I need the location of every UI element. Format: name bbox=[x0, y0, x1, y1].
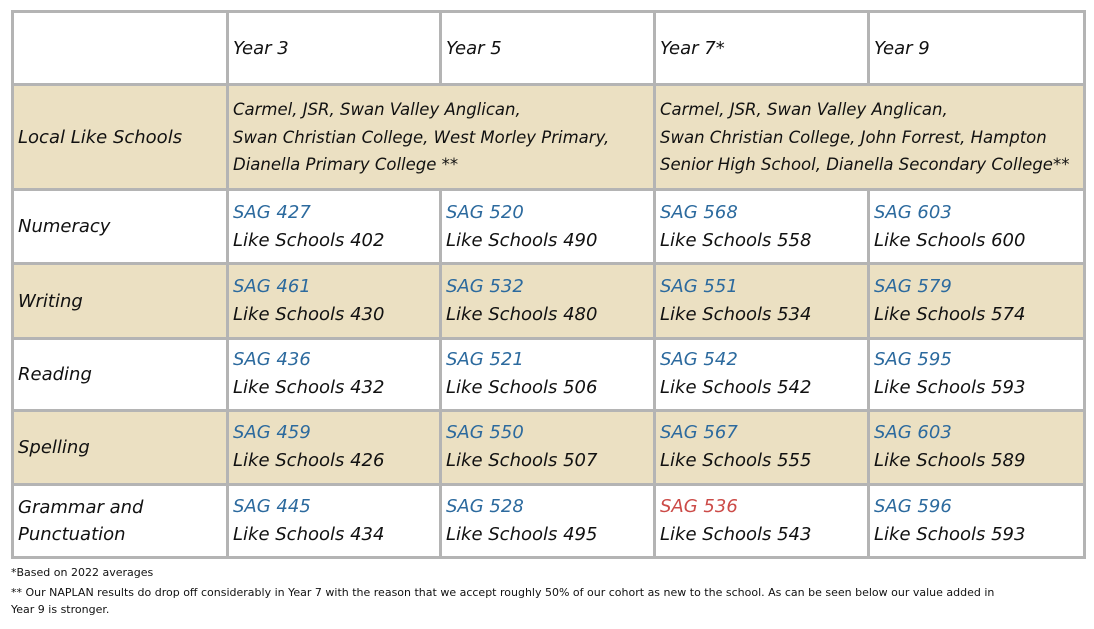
writing-row bbox=[13, 264, 1085, 338]
sag-score: SAG 445 bbox=[233, 496, 311, 518]
score-cell bbox=[655, 484, 869, 557]
row-label-grammar-punctuation bbox=[13, 484, 228, 557]
sag-score: SAG 551 bbox=[660, 276, 738, 298]
score-cell bbox=[441, 264, 655, 338]
sag-score: SAG 520 bbox=[446, 201, 524, 223]
sag-score: SAG 603 bbox=[874, 422, 952, 444]
score-cell bbox=[869, 338, 1085, 410]
score-cell bbox=[655, 338, 869, 410]
like-schools-score: Like Schools 555 bbox=[660, 450, 812, 472]
sag-score: SAG 567 bbox=[660, 422, 738, 444]
sag-score: SAG 436 bbox=[233, 349, 311, 371]
score-cell bbox=[869, 190, 1085, 264]
sag-score: SAG 550 bbox=[446, 422, 524, 444]
row-label-reading: Reading bbox=[13, 338, 228, 410]
like-schools-score: Like Schools 506 bbox=[446, 377, 598, 399]
score-cell bbox=[869, 484, 1085, 557]
primary-schools-line: Dianella Primary College ** bbox=[233, 154, 459, 174]
score-cell bbox=[655, 410, 869, 484]
like-schools-score: Like Schools 600 bbox=[874, 229, 1026, 251]
sag-score: SAG 521 bbox=[446, 349, 524, 371]
like-schools-score: Like Schools 480 bbox=[446, 304, 598, 325]
score-cell bbox=[228, 484, 441, 557]
like-schools-score: Like Schools 490 bbox=[446, 229, 598, 251]
header-year-9: Year 9 bbox=[869, 12, 1085, 85]
row-label-spelling: Spelling bbox=[13, 410, 228, 484]
secondary-schools-line: Carmel, JSR, Swan Valley Anglican, bbox=[660, 100, 948, 120]
header-year-3: Year 3 bbox=[228, 12, 441, 85]
row-label-writing: Writing bbox=[13, 264, 228, 338]
like-schools-score: Like Schools 574 bbox=[874, 304, 1026, 325]
spelling-row bbox=[13, 410, 1085, 484]
sag-score: SAG 596 bbox=[874, 496, 952, 518]
sag-score: SAG 579 bbox=[874, 276, 952, 298]
naplan-results-table bbox=[11, 10, 1086, 559]
sag-score-below: SAG 536 bbox=[660, 496, 738, 518]
like-schools-score: Like Schools 430 bbox=[233, 304, 385, 325]
row-label-numeracy: Numeracy bbox=[13, 190, 228, 264]
like-schools-score: Like Schools 589 bbox=[874, 450, 1026, 472]
sag-score: SAG 459 bbox=[233, 422, 311, 444]
like-schools-score: Like Schools 558 bbox=[660, 229, 812, 251]
sag-score: SAG 603 bbox=[874, 201, 952, 223]
like-schools-score: Like Schools 593 bbox=[874, 377, 1026, 399]
header-year-5: Year 5 bbox=[441, 12, 655, 85]
sag-score: SAG 542 bbox=[660, 349, 738, 371]
score-cell bbox=[869, 264, 1085, 338]
sag-score: SAG 427 bbox=[233, 201, 311, 223]
row-label-line: Grammar and bbox=[18, 496, 144, 518]
score-cell bbox=[655, 264, 869, 338]
primary-schools-line: Swan Christian College, West Morley Primary, bbox=[233, 127, 610, 147]
like-schools-score: Like Schools 495 bbox=[446, 523, 598, 545]
score-cell bbox=[441, 338, 655, 410]
numeracy-row bbox=[13, 190, 1085, 264]
score-cell bbox=[869, 410, 1085, 484]
secondary-schools-line: Senior High School, Dianella Secondary College** bbox=[660, 154, 1070, 174]
score-cell bbox=[228, 410, 441, 484]
like-schools-score: Like Schools 426 bbox=[233, 450, 385, 472]
reading-row bbox=[13, 338, 1085, 410]
primary-like-schools-cell bbox=[228, 85, 655, 190]
sag-score: SAG 461 bbox=[233, 276, 311, 298]
score-cell bbox=[441, 190, 655, 264]
sag-score: SAG 528 bbox=[446, 496, 524, 518]
sag-score: SAG 595 bbox=[874, 349, 952, 371]
grammar-punctuation-row bbox=[13, 484, 1085, 557]
like-schools-score: Like Schools 543 bbox=[660, 523, 812, 545]
like-schools-score: Like Schools 593 bbox=[874, 523, 1026, 545]
header-corner-cell bbox=[13, 12, 228, 85]
secondary-like-schools-cell bbox=[655, 85, 1085, 190]
like-schools-score: Like Schools 402 bbox=[233, 229, 385, 251]
like-schools-score: Like Schools 432 bbox=[233, 377, 385, 399]
like-schools-score: Like Schools 534 bbox=[660, 304, 812, 325]
row-label-line: Punctuation bbox=[18, 523, 126, 545]
score-cell bbox=[441, 484, 655, 557]
score-cell bbox=[441, 410, 655, 484]
score-cell bbox=[655, 190, 869, 264]
like-schools-score: Like Schools 434 bbox=[233, 523, 385, 545]
primary-schools-line: Carmel, JSR, Swan Valley Anglican, bbox=[233, 100, 521, 120]
local-like-schools-row bbox=[13, 85, 1085, 190]
footnote-year7-note: ** Our NAPLAN results do drop off considerably in Year 7 with the reason that we accept roughly 50% of our cohort as new to the school. As can be seen below our value added in Year 9 is stronger. bbox=[11, 586, 995, 617]
header-year-7: Year 7* bbox=[655, 12, 869, 85]
sag-score: SAG 568 bbox=[660, 201, 738, 223]
header-row bbox=[13, 12, 1085, 85]
score-cell bbox=[228, 190, 441, 264]
like-schools-score: Like Schools 507 bbox=[446, 450, 598, 472]
score-cell bbox=[228, 264, 441, 338]
sag-score: SAG 532 bbox=[446, 276, 524, 298]
secondary-schools-line: Swan Christian College, John Forrest, Hampton bbox=[660, 127, 1047, 147]
score-cell bbox=[228, 338, 441, 410]
local-like-schools-label: Local Like Schools bbox=[13, 85, 228, 190]
like-schools-score: Like Schools 542 bbox=[660, 377, 812, 399]
footnote-averages: *Based on 2022 averages bbox=[11, 566, 154, 579]
